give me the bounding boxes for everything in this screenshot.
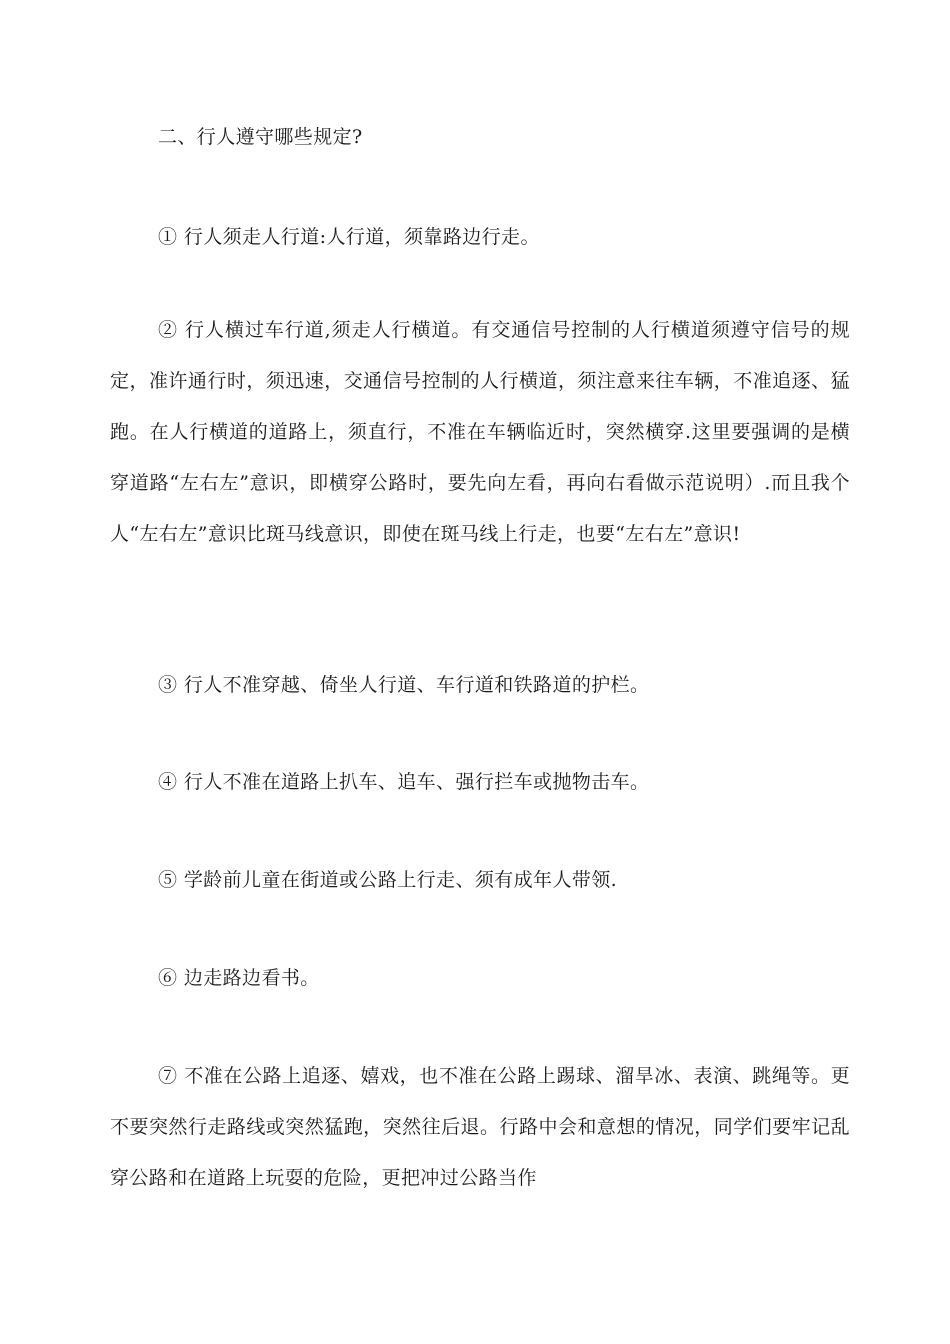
rule-paragraph-7: ⑦ 不准在公路上追逐、嬉戏，也不准在公路上踢球、溜旱冰、表演、跳绳等。更不要突然行走路线或突然猛跑，突然往后退。行路中会和意想的情况，同学们要牢记乱穿公路和在道路上玩耍的危险，更把冲过公路当作 bbox=[110, 1065, 850, 1189]
rule-paragraph-1: ① 行人须走人行道:人行道，须靠路边行走。 bbox=[158, 226, 540, 248]
rule-paragraph-3: ③ 行人不准穿越、倚坐人行道、车行道和铁路道的护栏。 bbox=[158, 674, 650, 696]
rule-paragraph-6: ⑥ 边走路边看书。 bbox=[158, 967, 320, 989]
rule-paragraph-2: ② 行人横过车行道,须走人行横道。有交通信号控制的人行横道须遵守信号的规定，准许通行时，须迅速，交通信号控制的人行横道，须注意来往车辆，不准追逐、猛跑。在人行横道的道路上，须直行，不准在车辆临近时，突然横穿.这里要强调的是横穿道路“左右左”意识，即横穿公路时，要先向左看，再向右看做示范说明）.而且我个人“左右左”意识比斑马线意识，即使在斑马线上行走，也要“左右左”意识! bbox=[110, 319, 850, 545]
section-heading: 二、行人遵守哪些规定? bbox=[158, 126, 363, 148]
rule-paragraph-4: ④ 行人不准在道路上扒车、追车、强行拦车或抛物击车。 bbox=[158, 771, 650, 793]
rule-paragraph-5: ⑤ 学龄前儿童在街道或公路上行走、须有成年人带领. bbox=[158, 869, 618, 891]
